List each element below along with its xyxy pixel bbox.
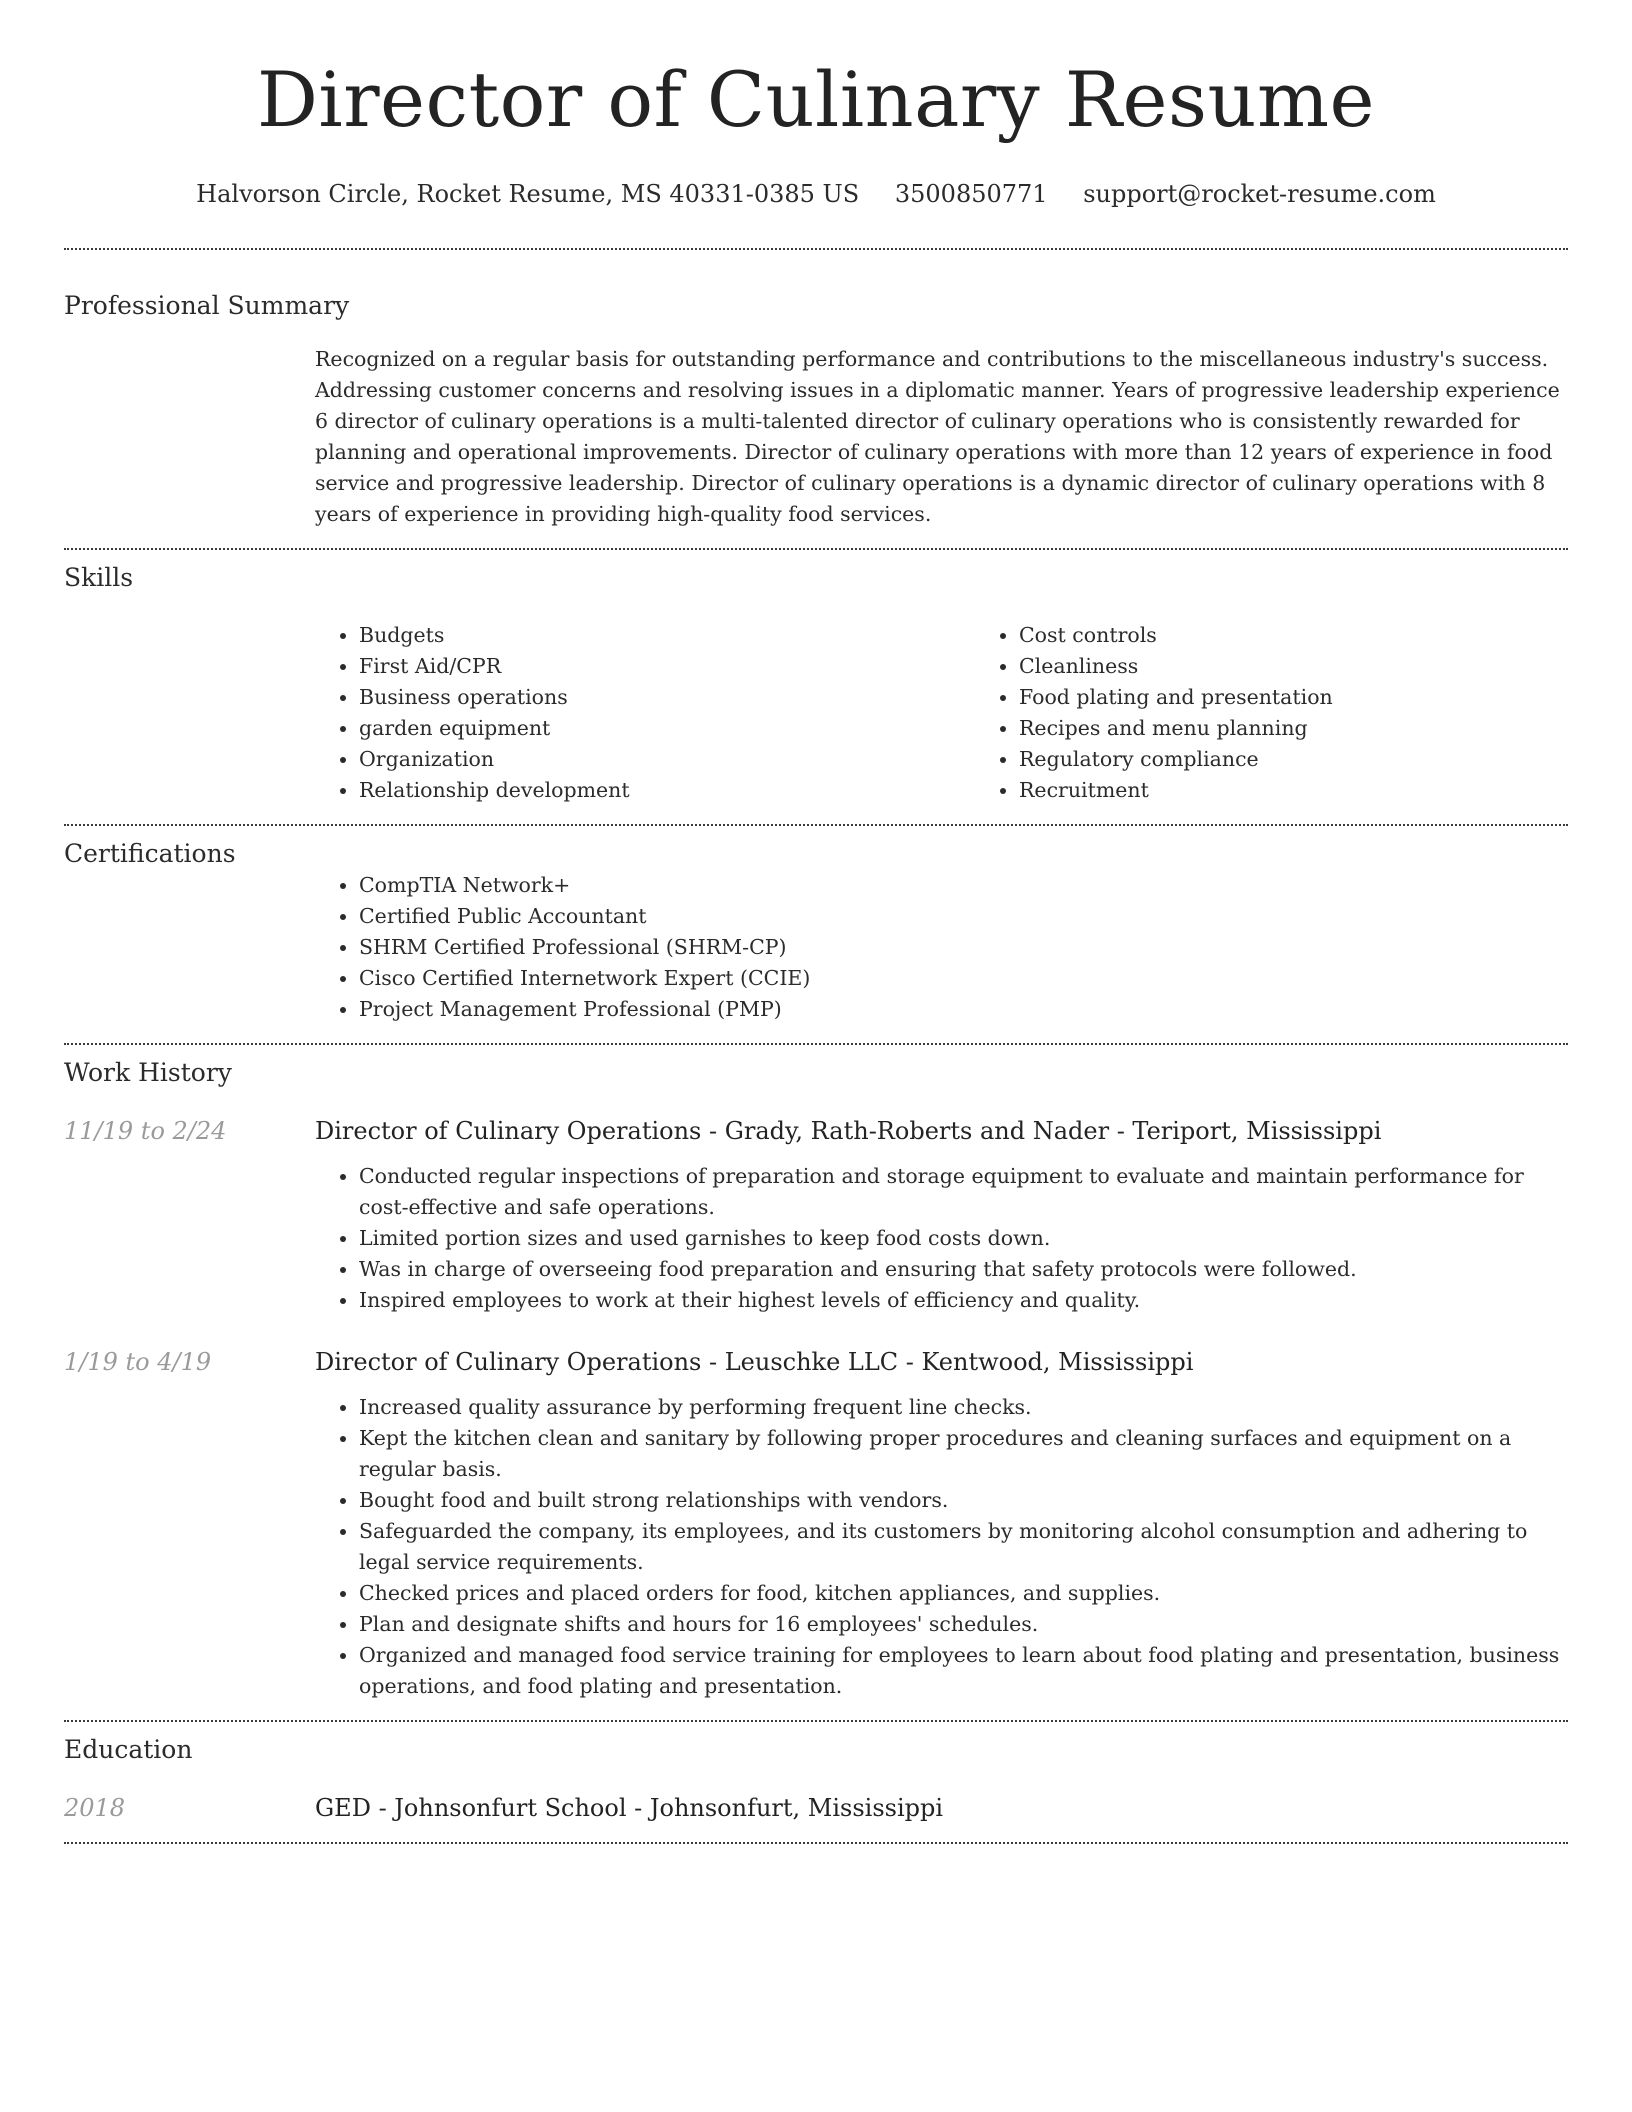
job-bullet: • Checked prices and placed orders for food, kitchen appliances, and supplies.	[359, 1578, 1568, 1609]
job-bullet: • Inspired employees to work at their highest levels of efficiency and quality.	[359, 1285, 1568, 1316]
certification-item: • Cisco Certified Internetwork Expert (CCIE)	[359, 963, 1568, 994]
skill-item: • Budgets	[359, 620, 975, 651]
job-bullet: • Conducted regular inspections of preparation and storage equipment to evaluate and maintain performance for cost-effective and safe operations.	[359, 1161, 1568, 1223]
job-bullet: • Organized and managed food service training for employees to learn about food plating and presentation, business operations, and food plating and presentation.	[359, 1640, 1568, 1702]
job-entry	[64, 1115, 1568, 1316]
job-bullet: • Was in charge of overseeing food preparation and ensuring that safety protocols were followed.	[359, 1254, 1568, 1285]
job-bullet: • Kept the kitchen clean and sanitary by following proper procedures and cleaning surfaces and equipment on a regular basis.	[359, 1423, 1568, 1485]
job-bullet: • Plan and designate shifts and hours for 16 employees' schedules.	[359, 1609, 1568, 1640]
job-heading: Director of Culinary Operations - Grady, Rath-Roberts and Nader - Teriport, Mississippi	[315, 1117, 1382, 1145]
certification-item: • Certified Public Accountant	[359, 901, 1568, 932]
contact-line	[64, 178, 1568, 210]
contact-phone: 3500850771	[894, 180, 1048, 208]
skill-item: • Business operations	[359, 682, 975, 713]
education-year: 2018	[64, 1794, 126, 1822]
certifications-section	[64, 826, 1568, 1043]
skill-item: • Food plating and presentation	[1019, 682, 1632, 713]
skill-item: • Organization	[359, 744, 975, 775]
skill-item: • Recipes and menu planning	[1019, 713, 1632, 744]
certification-item: • Project Management Professional (PMP)	[359, 994, 1568, 1025]
skills-section	[64, 550, 1568, 824]
work-history-section	[64, 1045, 1568, 1720]
certification-item: • SHRM Certified Professional (SHRM-CP)	[359, 932, 1568, 963]
education-heading: GED - Johnsonfurt School - Johnsonfurt, Mississippi	[315, 1794, 944, 1822]
job-entry	[64, 1346, 1568, 1702]
skills-list-right	[975, 620, 1632, 806]
skill-item: • Relationship development	[359, 775, 975, 806]
job-bullet: • Limited portion sizes and used garnishes to keep food costs down.	[359, 1223, 1568, 1254]
job-bullet: • Safeguarded the company, its employees, and its customers by monitoring alcohol consumption and adhering to legal service requirements.	[359, 1516, 1568, 1578]
job-bullets	[315, 1161, 1568, 1316]
certification-item: • CompTIA Network+	[359, 870, 1568, 901]
contact-address: Halvorson Circle, Rocket Resume, MS 40331-0385 US	[196, 180, 860, 208]
section-title-skills: Skills	[64, 563, 134, 592]
skills-list-left	[315, 620, 975, 806]
certifications-list	[315, 870, 1568, 1025]
section-title-education: Education	[64, 1735, 193, 1764]
education-section	[64, 1722, 1568, 1842]
skill-item: • Recruitment	[1019, 775, 1632, 806]
summary-section	[64, 250, 1568, 548]
job-heading: Director of Culinary Operations - Leuschke LLC - Kentwood, Mississippi	[315, 1348, 1194, 1376]
section-title-summary: Professional Summary	[64, 291, 350, 320]
job-bullets	[315, 1392, 1568, 1702]
job-dates: 11/19 to 2/24	[64, 1117, 227, 1145]
skill-item: • Regulatory compliance	[1019, 744, 1632, 775]
skill-item: • Cleanliness	[1019, 651, 1632, 682]
section-title-work-history: Work History	[64, 1058, 232, 1087]
summary-text: Recognized on a regular basis for outstanding performance and contributions to the miscellaneous industry's success. Addressing customer concerns and resolving issues in a diplomatic manner. Years of progressive leadership experience 6 director of culinary operations is a multi-talented director of culinary operations who is consistently rewarded for planning and operational improvements. Director of culinary operations with more than 12 years of experience in food service and progressive leadership. Director of culinary operations is a dynamic director of culinary operations with 8 years of experience in providing high-quality food services.	[315, 347, 1560, 526]
divider	[64, 1842, 1568, 1844]
skill-item: • Cost controls	[1019, 620, 1632, 651]
job-dates: 1/19 to 4/19	[64, 1348, 212, 1376]
job-bullet: • Increased quality assurance by performing frequent line checks.	[359, 1392, 1568, 1423]
job-bullet: • Bought food and built strong relationships with vendors.	[359, 1485, 1568, 1516]
section-title-certifications: Certifications	[64, 839, 236, 868]
resume-title: Director of Culinary Resume	[256, 55, 1376, 144]
skill-item: • garden equipment	[359, 713, 975, 744]
contact-email: support@rocket-resume.com	[1083, 180, 1436, 208]
skill-item: • First Aid/CPR	[359, 651, 975, 682]
